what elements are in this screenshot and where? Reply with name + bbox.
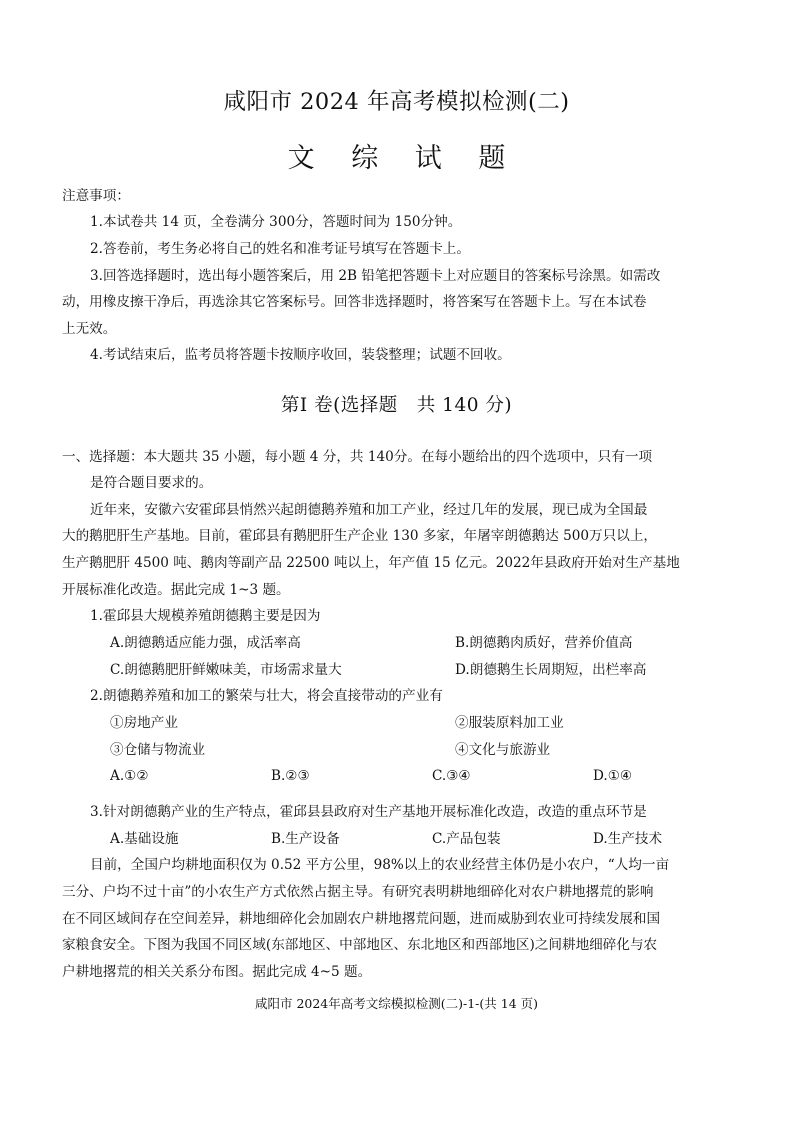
page-footer: 咸阳市 2024年高考文综模拟检测(二)-1-(共 14 页) [254,996,539,1011]
notice-item-3-line-3: 上无效。 [62,321,117,337]
q2-option-d: D.①④ [593,768,633,784]
notice-item-4: 4.考试结束后，监考员将答题卡按顺序收回，装袋整理；试题不回收。 [90,347,511,363]
q1-option-c: C.朗德鹅肥肝鲜嫩味美，市场需求量大 [110,662,342,678]
q1-option-a: A.朗德鹅适应能力强，成活率高 [110,635,301,651]
q1-stem: 1.霍邱县大规模养殖朗德鹅主要是因为 [90,608,321,624]
q2-item-3: ③仓储与物流业 [110,742,206,758]
passage2-line-1: 目前，全国户均耕地面积仅为 0.52 平方公里，98%以上的农业经营主体仍是小农户，“人均一亩 [90,857,670,873]
q2-option-a: A.①② [110,768,149,784]
q3-option-a: A.基础设施 [110,831,179,847]
section-title: 第Ⅰ 卷(选择题 共 140 分) [280,395,513,416]
part-intro-line-1: 一、选择题：本大题共 35 小题，每小题 4 分，共 140分。在每小题给出的四个选项中，只有一项 [62,449,653,465]
q1-option-b: B.朗德鹅肉质好，营养价值高 [455,635,633,651]
notice-item-3-line-2: 动，用橡皮擦干净后，再选涂其它答案标号。回答非选择题时，将答案写在答题卡上。写在本试卷 [62,294,647,310]
exam-title: 咸阳市 2024 年高考模拟检测(二) [223,89,570,115]
passage1-line-1: 近年来，安徽六安霍邱县悄然兴起朗德鹅养殖和加工产业，经过几年的发展，现已成为全国最 [90,502,648,518]
exam-subject-title: 文 综 试 题 [287,143,520,174]
q3-option-d: D.生产技术 [593,831,663,847]
q2-option-b: B.②③ [271,768,310,784]
passage2-line-5: 户耕地撂荒的相关关系分布图。据此完成 4~5 题。 [62,964,372,980]
passage1-line-2: 大的鹅肥肝生产基地。目前，霍邱县有鹅肥肝生产企业 130 多家，年屠宰朗德鹅达 500万只以上， [62,528,658,544]
q2-stem: 2.朗德鹅养殖和加工的繁荣与壮大，将会直接带动的产业有 [90,688,443,704]
notice-item-1: 1.本试卷共 14 页，全卷满分 300分，答题时间为 150分钟。 [90,214,462,230]
passage2-line-4: 家粮食安全。下图为我国不同区域(东部地区、中部地区、东北地区和西部地区)之间耕地细碎化与农 [62,937,658,953]
q3-option-b: B.生产设备 [271,831,340,847]
notice-item-2: 2.答卷前，考生务必将自己的姓名和准考证号填写在答题卡上。 [90,241,470,257]
passage2-line-2: 三分、户均不过十亩”的小农生产方式依然占据主导。有研究表明耕地细碎化对农户耕地撂荒的影响 [62,884,654,900]
passage1-line-4: 开展标准化改造。据此完成 1~3 题。 [62,582,290,598]
passage2-line-3: 在不同区域间存在空间差异，耕地细碎化会加剧农户耕地撂荒问题，进而威胁到农业可持续发展和国 [62,911,661,927]
notice-item-3-line-1: 3.回答选择题时，选出每小题答案后，用 2B 铅笔把答题卡上对应题目的答案标号涂黑。如需改 [90,268,661,284]
passage1-line-3: 生产鹅肥肝 4500 吨、鹅肉等副产品 22500 吨以上，年产值 15 亿元。2022年县政府开始对生产基地 [62,555,680,571]
notice-heading: 注意事项： [62,188,130,204]
q2-item-4: ④文化与旅游业 [455,742,551,758]
q3-stem: 3.针对朗德鹅产业的生产特点，霍邱县县政府对生产基地开展标准化改造，改造的重点环节是 [90,804,647,820]
q3-option-c: C.产品包装 [432,831,501,847]
q2-item-2: ②服装原料加工业 [455,715,564,731]
part-intro-line-2: 是符合题目要求的。 [90,475,213,491]
q1-option-d: D.朗德鹅生长周期短，出栏率高 [455,662,647,678]
q2-option-c: C.③④ [432,768,471,784]
q2-item-1: ①房地产业 [110,715,178,731]
